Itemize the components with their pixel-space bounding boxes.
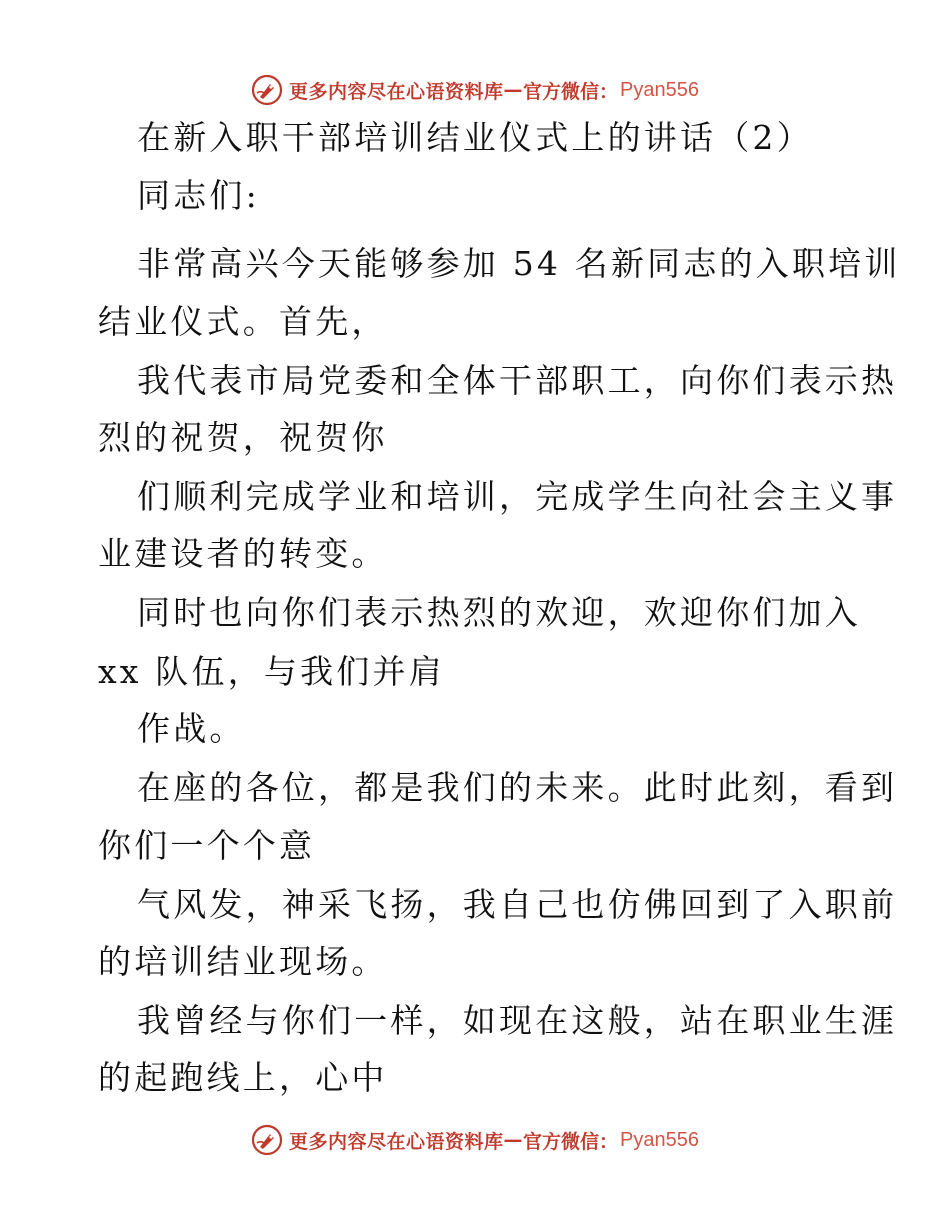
document-title: 在新入职干部培训结业仪式上的讲话（2）: [137, 118, 813, 157]
paragraph-line: 作战。: [137, 709, 246, 748]
paragraph-line: 们顺利完成学业和培训，完成学生向社会主义事: [137, 477, 898, 516]
paragraph-line: 业建设者的转变。: [98, 534, 388, 573]
footer-wechat-label: 官方微信：: [523, 1130, 619, 1153]
paragraph-line: 你们一个个意: [98, 826, 316, 865]
paragraph-line: 同时也向你们表示热烈的欢迎，欢迎你们加入: [137, 593, 861, 632]
paragraph-line: 我代表市局党委和全体干部职工，向你们表示热: [137, 361, 898, 400]
paragraph-line: xx 队伍，与我们并肩: [98, 652, 445, 691]
paragraph-line: 我曾经与你们一样，如现在这般，站在职业生涯: [137, 1001, 898, 1040]
header-banner: [0, 70, 950, 110]
header-separator: —: [503, 79, 524, 101]
header-site-text: 更多内容尽在心语资料库: [289, 80, 504, 103]
paragraph-line: 在座的各位，都是我们的未来。此时此刻，看到: [137, 768, 898, 807]
footer-wechat-id: Pyan556: [620, 1128, 699, 1151]
pen-nib-logo-icon: [251, 1124, 283, 1156]
paragraph-line: 的培训结业现场。: [98, 942, 388, 981]
header-wechat-id: Pyan556: [620, 78, 699, 101]
footer-site-text: 更多内容尽在心语资料库: [289, 1130, 504, 1153]
pen-nib-logo-icon: [251, 74, 283, 106]
paragraph-line: 气风发，神采飞扬，我自己也仿佛回到了入职前: [137, 885, 898, 924]
footer-banner: [0, 1120, 950, 1160]
footer-separator: —: [503, 1129, 524, 1151]
header-wechat-label: 官方微信：: [523, 80, 619, 103]
paragraph-line: 非常高兴今天能够参加 54 名新同志的入职培训: [137, 244, 901, 283]
paragraph-line: 结业仪式。首先，: [98, 302, 388, 341]
greeting: 同志们:: [137, 176, 260, 215]
paragraph-line: 的起跑线上，心中: [98, 1058, 388, 1097]
paragraph-line: 烈的祝贺，祝贺你: [98, 418, 388, 457]
